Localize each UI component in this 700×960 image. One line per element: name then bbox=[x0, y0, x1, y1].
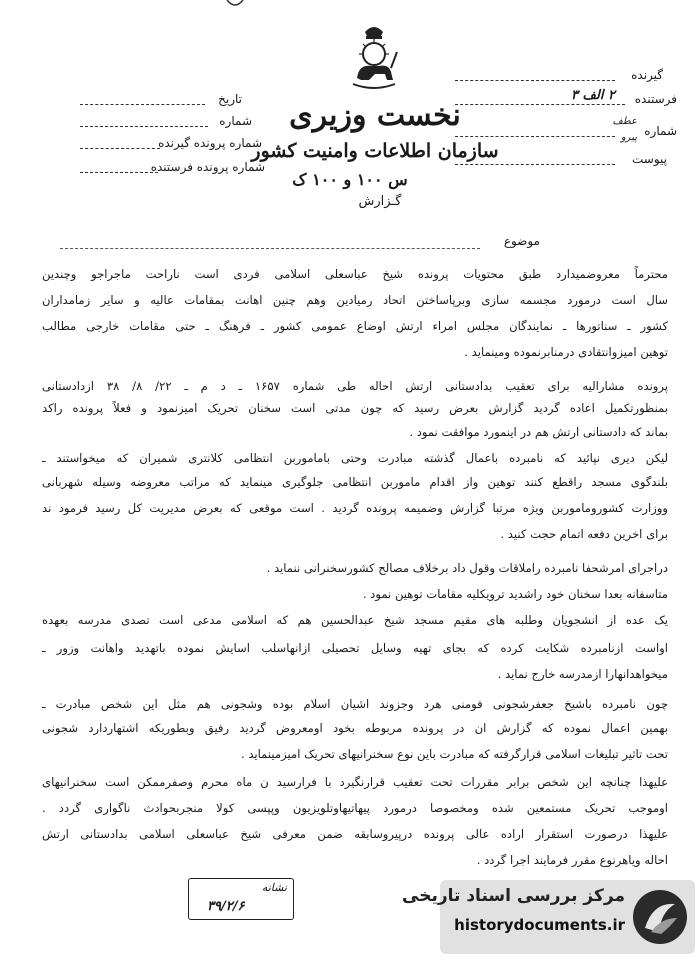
sender-value: ۲ الف ۳ bbox=[570, 88, 615, 103]
body-line: علیهذا چنانچه این شخص برابر مقررات تحت تعقیب قرارنگیرد با فرارسید ن ماه محرم وصفرممکن است سخنرانیهای bbox=[42, 775, 668, 789]
body-line: کشور ـ سناتورها ـ نمایندگان مجلس امراء ارتش اوضاع عمومی کشور ـ فرهنگ ـ حتی مقامات خارجی مطالب bbox=[42, 319, 668, 333]
signature-name: نشانه bbox=[261, 881, 287, 894]
number-label-left: شماره bbox=[219, 114, 252, 128]
signature-box bbox=[188, 878, 294, 920]
number-field bbox=[455, 116, 677, 146]
attachment-field bbox=[455, 152, 667, 168]
watermark bbox=[402, 880, 695, 954]
ministry-title: نخست وزیری bbox=[289, 98, 461, 133]
recipient-file-field bbox=[80, 136, 262, 152]
lion-and-sun-emblem-icon bbox=[345, 22, 403, 92]
recipient-label: گیرنده bbox=[631, 68, 663, 82]
archive-logo-icon bbox=[631, 888, 689, 946]
date-field bbox=[80, 92, 242, 108]
sender-label: فرستنده bbox=[634, 92, 677, 106]
ref-label-2: پیرو bbox=[620, 132, 637, 143]
recipient-file-label: شماره پرونده گیرنده bbox=[158, 136, 262, 150]
number-field-left bbox=[80, 114, 252, 130]
top-mark bbox=[225, 0, 245, 8]
report-label: گـزارش bbox=[358, 194, 402, 209]
body-line: احاله ویاهرنوع مقرر فرمایند اجرا گردد . bbox=[476, 853, 668, 867]
body-line: اوموجب تحریک مستمعین شده ومخصوصا درمورد پیهاتیهاوتلویزیون وپپسی کولا منجربحوادث ناگواری گردد . bbox=[42, 801, 668, 815]
sender-file-field bbox=[80, 160, 265, 176]
document-code: س ۱۰۰ و ۱۰۰ ک bbox=[292, 170, 408, 189]
body-line: یک عده از انشجویان وطلبه های مقیم مسجد شیخ عبدالحسین هم که اسلامی مدعی است تصدی مدرسه بعهده bbox=[42, 613, 668, 627]
body-line: دراجرای امرشحفا نامبرده راملاقات وقول داد برخلاف مصالح کشورسخنرانی ننماید . bbox=[266, 561, 668, 575]
body-line: سال است درمورد مجسمه سازی وبرپاساختن اتحاد رمیادین وهم چنین اهانت بمقامات عالیه و سایر زمامداران bbox=[42, 293, 668, 307]
body-line: تحت تاثیر تبلیغات اسلامی قرارگرفته که مبادرت باین نوع سخنرانیهای تحریک امیزمینماید . bbox=[240, 747, 668, 761]
organization-title: سازمان اطلاعات وامنیت کشور bbox=[251, 140, 499, 162]
sender-file-label: شماره پرونده فرستنده bbox=[150, 160, 265, 174]
body-line: ووزارت کشوروماموربن ویژه مرتبا گزارش وضمیمه پرونده گردید . است موقعی که بعرض مدیریت کل رسید فرمود ند bbox=[42, 501, 668, 515]
body-line: بماند که دادستانی ارتش هم در اینمورد موافقت نمود . bbox=[409, 425, 668, 439]
attachment-label: پیوست bbox=[632, 152, 667, 166]
body-line: چون نامبرده باشیخ جعفرشجونی فومنی هرد وجزوند اشیان اسلام بوده وشجونی هم مثل این شخص مبادرت ـ bbox=[42, 697, 668, 711]
number-label-right: شماره bbox=[644, 124, 677, 138]
body-line: توهین امیزوانتقادی درمنابرنموده ومینماید . bbox=[464, 345, 668, 359]
body-line: پرونده مشارالیه برای تعقیب بدادستانی ارتش احاله طی شماره ۱۶۵۷ ـ د م ـ ۲۲/ ۸/ ۳۸ ازدادستانی bbox=[42, 379, 668, 393]
body-line: برای اخرین دفعه اتمام حجت کنید . bbox=[500, 527, 668, 541]
watermark-title: مرکز بررسی اسناد تاریخی bbox=[402, 886, 625, 906]
signature-date: ۳۹/۲/۶ bbox=[207, 899, 245, 914]
ref-label: عطف bbox=[612, 116, 637, 127]
watermark-url: historydocuments.ir bbox=[454, 916, 625, 934]
body-line: اواست ازنامبرده شکایت کرده که بجای تهیه وسایل تحصیلی ازانهاسلب اسایش نموده باتهدید واهانت وزور ـ bbox=[42, 641, 668, 655]
body-line: بلندگوی مسجد راقطع کنند توهین واز اقدام ماموربن انتظامی جلوگیری مینماید که مراتب معروضه وسیله شهربانی bbox=[42, 475, 668, 489]
recipient-field bbox=[455, 68, 663, 84]
body-line: میخواهدانهارا ازمدرسه خارج نماید . bbox=[497, 667, 668, 681]
body-line: متاسفانه بعدا سخنان خود راشدید ترویکلیه مقامات توهین نمود . bbox=[362, 587, 668, 601]
body-line: علیهذا درصورت استقرار اراده عالی پرونده درپیروسابقه ضمن معرفی شیخ عباسعلی اسلامی بدادستانی ارتش bbox=[42, 827, 668, 841]
subject-line bbox=[60, 248, 480, 249]
subject-label: موضوع bbox=[503, 234, 540, 248]
body-line: محترماً معروضمیدارد طبق محتویات پرونده شیخ عباسعلی اسلامی فردی است ناراحت ماجراجو وچندین bbox=[42, 267, 668, 281]
date-label: تاریخ bbox=[218, 92, 242, 106]
body-line: بهمین اعمال نموده که گزارش ان در پرونده مربوطه بخود اومعروض گردید رفیق وبطوریکه اشتهاردارد شجونی bbox=[42, 721, 668, 735]
body-line: لیکن دیری نپائید که نامبرده باعمال گذشته مبادرت وحتی باماموربن انتظامی کلانتری شمیران که میخواستند ـ bbox=[42, 451, 668, 465]
body-line: بمنظورتکمیل اعاده گردید گزارش بعرض رسید که چون مدتی است سخنان تحریک امیزنمود و فعلاً پرونده راکد bbox=[42, 401, 668, 415]
sender-field bbox=[455, 88, 677, 108]
